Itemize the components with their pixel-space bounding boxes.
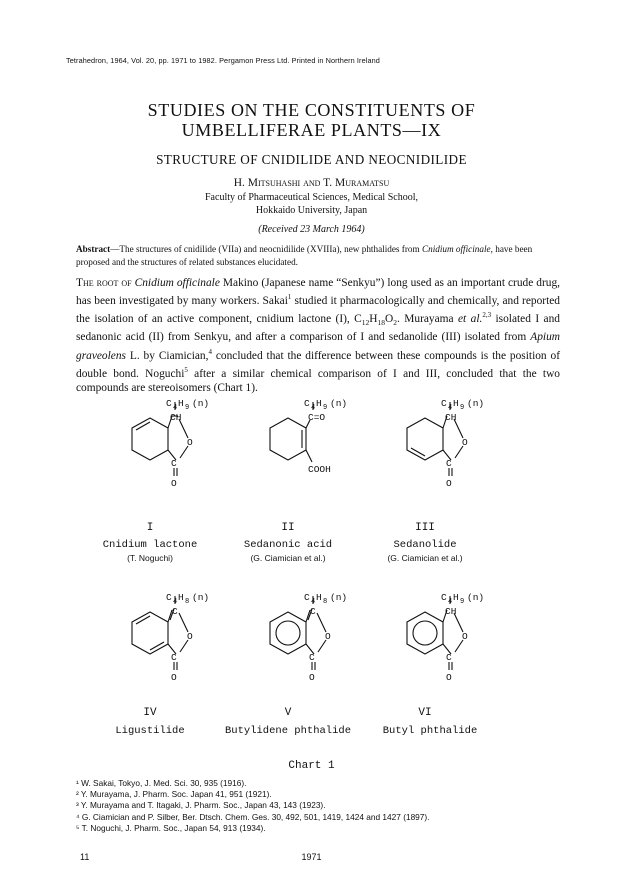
substituent-h: H: [453, 398, 459, 409]
substituent-n: (n): [467, 398, 485, 409]
ref-superscript: 5: [184, 365, 188, 374]
page-marker: 11: [80, 852, 90, 862]
substituent-sub: 9: [185, 404, 190, 412]
abstract-text-1: —The structures of cnidilide (VIIa) and neocnidilide (XVIIIa), new phthalides from: [110, 244, 422, 254]
body-text: after a similar chemical comparison of I and III, concluded that the two compounds are stereoisomers (Chart 1).: [76, 367, 560, 394]
species-name: Apium graveolens: [76, 331, 560, 362]
compound-reference: (T. Noguchi): [127, 553, 173, 563]
abstract: [76, 243, 558, 268]
ref-superscript: 4: [208, 347, 212, 356]
body-text: . Murayama: [396, 313, 458, 325]
title-line-2: UMBELLIFERAE PLANTS—IX: [181, 120, 442, 140]
formula-element: O: [385, 313, 394, 325]
affiliation-line-2: Hokkaido University, Japan: [255, 205, 368, 216]
journal-header: Tetrahedron, 1964, Vol. 20, pp. 1971 to 1982. Pergamon Press Ltd. Printed in Northern Ireland: [66, 56, 380, 65]
ring-ch: CH: [445, 606, 457, 617]
compound-numeral: V: [284, 707, 292, 719]
formula-element: H: [369, 313, 378, 325]
substituent-sub: 4: [173, 598, 178, 606]
ring-o: O: [325, 631, 331, 642]
substituent-sub: 9: [460, 598, 465, 606]
compound-name: Ligustilide: [115, 725, 185, 737]
compound-name: Butylidene phthalide: [224, 725, 352, 737]
ring-o: O: [187, 437, 193, 448]
ring-c: C: [172, 606, 178, 617]
structure-I: [110, 398, 230, 513]
substituent-c: C: [304, 592, 310, 603]
ring-c: C: [309, 652, 315, 663]
substituent-c: C: [304, 398, 310, 409]
footnote: ⁵ T. Noguchi, J. Pharm. Soc., Japan 54, 913 (1934).: [76, 822, 266, 833]
carbonyl-o: O: [171, 478, 177, 489]
compound-numeral: III: [415, 522, 435, 534]
carbonyl-o: O: [446, 672, 452, 683]
compound-name: Sedanolide: [393, 539, 457, 551]
ring-ch: CH: [170, 412, 182, 423]
footnote: ⁴ G. Ciamician and P. Silber, Ber. Dtsch. Chem. Ges. 30, 492, 501, 1419, 1424 and 1427 (1897).: [76, 811, 430, 822]
abstract-text-2: , have been proposed and the structures of related substances elucidated.: [76, 244, 533, 267]
ref-superscript: 1: [287, 293, 292, 302]
footnote: ³ Y. Murayama and T. Itagaki, J. Pharm. Soc., Japan 43, 143 (1923).: [76, 800, 326, 811]
substituent-sub: 9: [460, 404, 465, 412]
ring-c: C: [310, 606, 316, 617]
abstract-label: Abstract: [76, 244, 111, 254]
structure-II: [248, 398, 368, 513]
substituent-sub: 8: [323, 598, 328, 606]
compound-name: Butyl phthalide: [382, 725, 478, 737]
substituent-n: (n): [330, 398, 348, 409]
substituent-c: C: [441, 592, 447, 603]
substituent-sub: 9: [323, 404, 328, 412]
ring-o: O: [187, 631, 193, 642]
body-text: L. by Ciamician,: [125, 349, 209, 362]
compound-reference: (G. Ciamician et al.): [387, 553, 463, 563]
ring-c: C: [171, 652, 177, 663]
ring-o: O: [462, 631, 468, 642]
carbonyl-o: O: [171, 672, 177, 683]
structure-IV: [110, 592, 230, 707]
body-text: concluded that the difference between these compounds is the position of double bond. Noguchi: [76, 349, 560, 380]
body-text: isolated I and sedanonic acid (II) from Senkyu, and after a comparison of I and sedanolide (III) isolated from: [76, 313, 560, 344]
footnote: ² Y. Murayama, J. Pharm. Soc. Japan 41, 951 (1921).: [76, 789, 272, 800]
received-date: (Received 23 March 1964): [258, 224, 365, 235]
carbonyl-o: O: [309, 672, 315, 683]
substituent-sub: 4: [311, 404, 316, 412]
substituent-h: H: [316, 398, 322, 409]
ring-c: C: [446, 458, 452, 469]
ketone-group: C=O: [308, 412, 326, 423]
footnote: ¹ W. Sakai, Tokyo, J. Med. Sci. 30, 935 (1916).: [76, 778, 247, 788]
carbonyl-o: O: [446, 478, 452, 489]
compound-numeral: VI: [418, 707, 432, 719]
formula-subscript: 12: [361, 318, 370, 328]
subtitle: STRUCTURE OF CNIDILIDE AND NEOCNIDILIDE: [156, 152, 467, 167]
ring-c: C: [446, 652, 452, 663]
page-number: 1971: [301, 852, 322, 862]
body-text: Makino (Japanese name “Senkyu”) long used as an important crude drug, has been investigated by many workers. Sakai: [76, 277, 560, 307]
substituent-c: C: [166, 592, 172, 603]
substituent-sub: 4: [448, 404, 453, 412]
substituent-h: H: [316, 592, 322, 603]
compound-name: Sedanonic acid: [243, 539, 333, 551]
compound-numeral: II: [281, 522, 295, 534]
substituent-n: (n): [192, 592, 210, 603]
substituent-sub: 4: [311, 598, 316, 606]
ring-c: C: [171, 458, 177, 469]
affiliation-line-1: Faculty of Pharmaceutical Sciences, Medical School,: [205, 192, 418, 203]
body-text: The root of: [76, 277, 135, 289]
ring-ch: CH: [445, 412, 457, 423]
compound-name: Cnidium lactone: [102, 539, 198, 551]
substituent-h: H: [178, 592, 184, 603]
ref-superscript: 2,3: [482, 311, 492, 320]
chart-caption: Chart 1: [288, 760, 335, 772]
formula-subscript: 18: [377, 318, 385, 328]
structure-III: [385, 398, 505, 513]
compound-reference: (G. Ciamician et al.): [250, 553, 326, 563]
body-text: studied it pharmacologically and chemically, and reported the isolation of an active component, cnidium lactone (I), C: [76, 295, 560, 325]
body-paragraph: [76, 276, 560, 395]
authors: H. Mitsuhashi and T. Muramatsu: [233, 177, 390, 189]
compound-numeral: IV: [143, 707, 157, 719]
substituent-h: H: [453, 592, 459, 603]
compound-numeral: I: [146, 522, 154, 534]
substituent-n: (n): [467, 592, 485, 603]
substituent-sub: 4: [173, 404, 178, 412]
formula-subscript: 2: [393, 318, 397, 328]
substituent-sub: 8: [185, 598, 190, 606]
substituent-c: C: [441, 398, 447, 409]
substituent-h: H: [178, 398, 184, 409]
abstract-species: Cnidium officinale: [421, 244, 491, 254]
ring-o: O: [462, 437, 468, 448]
substituent-sub: 4: [448, 598, 453, 606]
footnotes: [76, 778, 566, 834]
substituent-c: C: [166, 398, 172, 409]
substituent-n: (n): [330, 592, 348, 603]
species-name: Cnidium officinale: [134, 277, 220, 289]
title-line-1: STUDIES ON THE CONSTITUENTS OF: [147, 100, 476, 120]
substituent-n: (n): [192, 398, 210, 409]
et-al: et al.: [458, 313, 483, 325]
structure-V: [248, 592, 368, 707]
structure-VI: [385, 592, 505, 707]
acid-group: COOH: [308, 464, 331, 475]
